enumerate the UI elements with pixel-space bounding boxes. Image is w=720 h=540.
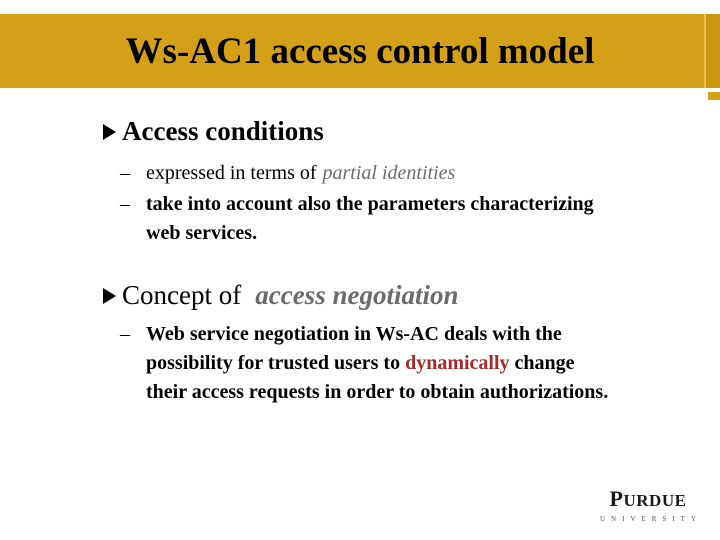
sub-item-line: their access requests in order to obtain authorizations. [146, 381, 609, 403]
sub-item-negotiation-detail [120, 320, 710, 407]
title-accent [708, 92, 720, 100]
triangle-right-icon [103, 288, 116, 304]
bullet-heading-emphasis: access negotiation [255, 280, 459, 310]
slide-title [0, 14, 720, 88]
sub-item-line: Web service negotiation in Ws-AC deals with the [146, 323, 562, 345]
emphasis-text: partial identities [322, 162, 456, 184]
dash-marker: – [120, 323, 130, 345]
logo-subtext: UNIVERSITY [600, 515, 702, 523]
sub-item-web-services-params [120, 190, 710, 248]
dash-marker: – [120, 193, 130, 215]
bullet-heading: Concept of [122, 280, 242, 310]
bullet-concept-negotiation [103, 280, 458, 311]
purdue-logo [596, 486, 700, 526]
logo-rest: URDUE [623, 491, 687, 510]
sub-item-line: take into account also the parameters characterizing [146, 193, 594, 215]
bullet-heading: Access conditions [122, 116, 324, 146]
sub-item-line: web services. [146, 222, 258, 244]
logo-wordmark [596, 486, 700, 514]
sub-item-partial-identities [120, 159, 455, 188]
sub-item-text: expressed in terms of [146, 162, 317, 184]
logo-initial: P [609, 486, 624, 511]
emphasis-red-text: dynamically [405, 352, 510, 374]
triangle-right-icon [103, 124, 116, 140]
bullet-access-conditions [103, 116, 324, 147]
slide-title-text: Ws-AC1 access control model [125, 30, 595, 72]
sub-item-line: possibility for trusted users to [146, 352, 401, 374]
dash-marker: – [120, 162, 130, 184]
sub-item-line: change [514, 352, 575, 374]
